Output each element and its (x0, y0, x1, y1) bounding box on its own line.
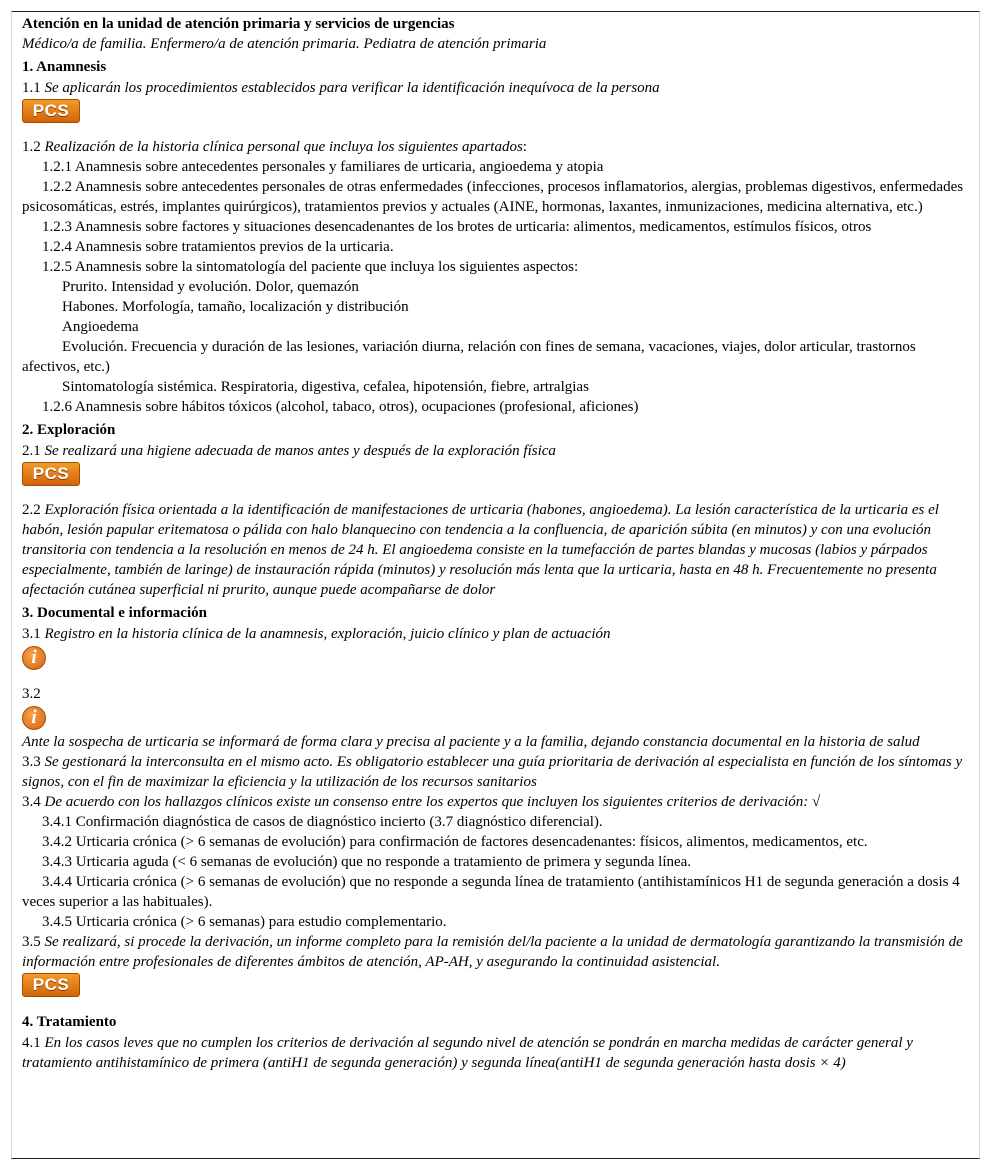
item-number: 1.1 (22, 80, 45, 96)
item-3-5 (22, 932, 969, 972)
symptom-angioedema: Angioedema (62, 319, 139, 335)
item-4-1 (22, 1033, 969, 1073)
info-row (22, 646, 969, 672)
item-number: 1.2 (22, 139, 45, 155)
item-3-1 (22, 624, 969, 644)
section-heading-documental: 3. Documental e información (22, 605, 207, 621)
badge-row (22, 462, 969, 488)
item-number: 2.2 (22, 502, 45, 518)
item-text: Realización de la historia clínica personal que incluya los siguientes apartados (44, 139, 523, 155)
document-subtitle: Médico/a de familia. Enfermero/a de atención primaria. Pediatra de atención primaria (22, 36, 547, 52)
item-text: En los casos leves que no cumplen los criterios de derivación al segundo nivel de atención se pondrán en marcha medidas de carácter general y tratamiento antihistamínico de primera (antiH1 de segunda generación) y segunda línea(antiH1 de segunda generación hasta dosis × 4) (22, 1035, 913, 1071)
item-3-4-1: 3.4.1 Confirmación diagnóstica de casos de diagnóstico incierto (3.7 diagnóstico diferencial). (42, 814, 603, 830)
document-content (12, 12, 979, 1073)
item-number: 4.1 (22, 1035, 45, 1051)
item-2-1 (22, 441, 969, 461)
item-text: Exploración física orientada a la identificación de manifestaciones de urticaria (habones, angioedema). La lesión característica de la urticaria es el habón, lesión papular eritematosa o pálida con halo blanquecino con tendencia a la confluencia, de aparición súbita (en minutos) y con una evolución transitoria con tendencia a la resolución en menos de 24 h. El angioedema consiste en la tumefacción de partes blandas y mucosas (labios y párpados especialmente, también de laringe) de instauración rápida (minutos) y resolución más lenta que la urticaria, hasta en 48 h. Frecuentemente no presenta afectación cutánea superficial ni prurito, aunque puede acompañarse de dolor (22, 502, 939, 598)
info-icon[interactable]: i (22, 706, 46, 730)
item-1-2-4: 1.2.4 Anamnesis sobre tratamientos previos de la urticaria. (42, 239, 394, 255)
item-1-2-6: 1.2.6 Anamnesis sobre hábitos tóxicos (alcohol, tabaco, otros), ocupaciones (profesional, aficiones) (42, 399, 639, 415)
item-1-2-2: 1.2.2 Anamnesis sobre antecedentes personales de otras enfermedades (infecciones, procesos inflamatorios, alergias, problemas digestivos, enfermedades psicosomáticas, estrés, implantes quirúrgicos), tratamientos previos y actuales (AINE, hormonas, laxantes, inmunizaciones, medicina alternativa, etc.) (22, 179, 964, 215)
item-number: 3.5 (22, 934, 45, 950)
check-mark-icon: √ (808, 794, 821, 810)
item-text: Registro en la historia clínica de la anamnesis, exploración, juicio clínico y plan de actuación (44, 626, 611, 642)
item-number: 3.1 (22, 626, 45, 642)
item-3-2-text: Ante la sospecha de urticaria se informará de forma clara y precisa al paciente y a la familia, dejando constancia documental en la historia de salud (22, 734, 920, 750)
item-number: 2.1 (22, 443, 45, 459)
symptom-sistemica: Sintomatología sistémica. Respiratoria, digestiva, cefalea, hipotensión, fiebre, artralgias (62, 379, 589, 395)
pcs-badge-icon[interactable]: PCS (22, 99, 80, 123)
item-1-2-3: 1.2.3 Anamnesis sobre factores y situaciones desencadenantes de los brotes de urticaria: alimentos, medicamentos, estímulos físicos, otros (42, 219, 872, 235)
symptom-habones: Habones. Morfología, tamaño, localización y distribución (62, 299, 409, 315)
info-row (22, 706, 969, 732)
document-title: Atención en la unidad de atención primaria y servicios de urgencias (22, 16, 455, 32)
item-text: Se aplicarán los procedimientos establecidos para verificar la identificación inequívoca de la persona (44, 80, 660, 96)
item-1-2 (22, 137, 969, 157)
badge-row (22, 99, 969, 125)
item-number: 3.4 (22, 794, 45, 810)
pcs-badge-icon[interactable]: PCS (22, 973, 80, 997)
item-text: De acuerdo con los hallazgos clínicos existe un consenso entre los expertos que incluyen los siguientes criterios de derivación: (44, 794, 809, 810)
item-3-4-4: 3.4.4 Urticaria crónica (> 6 semanas de evolución) que no responde a segunda línea de tratamiento (antihistamínicos H1 de segunda generación a dosis 4 veces superior a las habituales). (22, 874, 960, 910)
item-text: Se gestionará la interconsulta en el mismo acto. Es obligatorio establecer una guía prioritaria de derivación al especialista en función de los síntomas y signos, con el fin de maximizar la eficiencia y la utilización de los recursos sanitarios (22, 754, 963, 790)
item-3-4 (22, 792, 969, 812)
item-3-4-2: 3.4.2 Urticaria crónica (> 6 semanas de evolución) para confirmación de factores desencadenantes: físicos, alimentos, medicamentos, etc. (42, 834, 868, 850)
item-3-4-3: 3.4.3 Urticaria aguda (< 6 semanas de evolución) que no responde a tratamiento de primera y segunda línea. (42, 854, 692, 870)
item-3-2-number: 3.2 (22, 686, 41, 702)
section-heading-exploracion: 2. Exploración (22, 422, 116, 438)
item-colon: : (522, 139, 527, 155)
symptom-prurito: Prurito. Intensidad y evolución. Dolor, quemazón (62, 279, 359, 295)
info-icon[interactable]: i (22, 646, 46, 670)
symptom-evolucion: Evolución. Frecuencia y duración de las lesiones, variación diurna, relación con fines de semana, vacaciones, viajes, dolor articular, trastornos afectivos, etc.) (22, 339, 916, 375)
item-1-2-5: 1.2.5 Anamnesis sobre la sintomatología del paciente que incluya los siguientes aspectos: (42, 259, 579, 275)
item-number: 3.3 (22, 754, 45, 770)
item-text: Se realizará una higiene adecuada de manos antes y después de la exploración física (44, 443, 556, 459)
item-3-4-5: 3.4.5 Urticaria crónica (> 6 semanas) para estudio complementario. (42, 914, 447, 930)
item-1-2-1: 1.2.1 Anamnesis sobre antecedentes personales y familiares de urticaria, angioedema y atopia (42, 159, 604, 175)
document-frame (11, 11, 980, 1159)
section-heading-anamnesis: 1. Anamnesis (22, 59, 107, 75)
pcs-badge-icon[interactable]: PCS (22, 462, 80, 486)
section-heading-tratamiento: 4. Tratamiento (22, 1014, 117, 1030)
item-1-1 (22, 78, 969, 98)
badge-row (22, 973, 969, 999)
item-text: Se realizará, si procede la derivación, un informe completo para la remisión del/la paciente a la unidad de dermatología garantizando la transmisión de información entre profesionales de diferentes ámbitos de atención, AP-AH, y asegurando la continuidad asistencial. (22, 934, 963, 970)
item-3-3 (22, 752, 969, 792)
item-2-2 (22, 500, 969, 600)
